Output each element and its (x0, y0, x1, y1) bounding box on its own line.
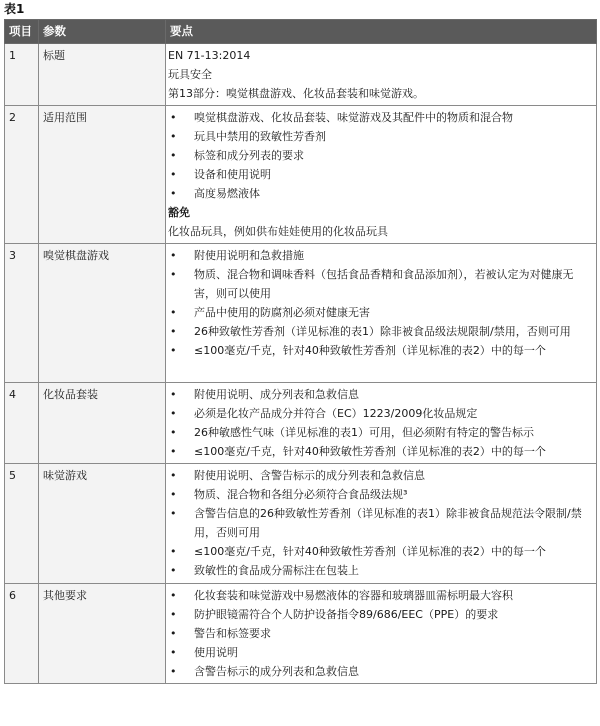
exemption-text: 化妆品玩具，例如供布娃娃使用的化妆品玩具 (168, 225, 388, 238)
header-points: 要点 (166, 20, 597, 44)
list-item: • ≤100毫克/千克，针对40种致敏性芳香剂（详见标准的表2）中的每一个 (168, 341, 592, 360)
bullet-icon: • (170, 407, 177, 420)
row-number: 1 (5, 44, 39, 106)
header-param: 参数 (39, 20, 166, 44)
row-points (166, 464, 597, 584)
bullet-icon: • (170, 306, 177, 319)
row-param: 适用范围 (39, 106, 166, 244)
bullet-icon: • (170, 187, 177, 200)
list-item: • 26种致敏性芳香剂（详见标准的表1）除非被食品级法规限制/禁用，否则可用 (168, 322, 592, 341)
bullet-icon: • (170, 445, 177, 458)
row-points (166, 106, 597, 244)
row-points (166, 44, 597, 106)
row-points (166, 584, 597, 684)
list-item: • 高度易燃液体 (168, 184, 592, 203)
bullet-icon: • (170, 249, 177, 262)
bullet-icon: • (170, 168, 177, 181)
bullet-icon: • (170, 469, 177, 482)
bullet-icon: • (170, 111, 177, 124)
list-item: • ≤100毫克/千克，针对40种致敏性芳香剂（详见标准的表2）中的每一个 (168, 442, 592, 461)
list-item: • 使用说明 (168, 643, 592, 662)
list-item: • 嗅觉棋盘游戏、化妆品套装、味觉游戏及其配件中的物质和混合物 (168, 108, 592, 127)
row-number: 2 (5, 106, 39, 244)
list-item: • 含警告信息的26种致敏性芳香剂（详见标准的表1）除非被食品规范法令限制/禁用，否则可用 (168, 504, 592, 542)
list-item: • 必须是化妆产品成分并符合（EC）1223/2009化妆品规定 (168, 404, 592, 423)
bullet-icon: • (170, 149, 177, 162)
list-item: • 产品中使用的防腐剂必须对健康无害 (168, 303, 592, 322)
list-item: • 致敏性的食品成分需标注在包装上 (168, 561, 592, 580)
table-header-row (5, 20, 597, 44)
row-param: 味觉游戏 (39, 464, 166, 584)
table-row (5, 584, 597, 684)
row-param: 其他要求 (39, 584, 166, 684)
bullet-icon: • (170, 627, 177, 640)
row-points (166, 244, 597, 383)
bullet-icon: • (170, 344, 177, 357)
row-number: 5 (5, 464, 39, 584)
list-item: • 化妆套装和味觉游戏中易燃液体的容器和玻璃器皿需标明最大容积 (168, 586, 592, 605)
bullet-icon: • (170, 130, 177, 143)
list-item: • 附使用说明、成分列表和急救信息 (168, 385, 592, 404)
table-row (5, 44, 597, 106)
list-item: • 玩具中禁用的致敏性芳香剂 (168, 127, 592, 146)
table-row (5, 464, 597, 584)
table-caption: 表1 (4, 2, 25, 16)
table-row (5, 244, 597, 383)
list-item: • 附使用说明、含警告标示的成分列表和急救信息 (168, 466, 592, 485)
standard-summary-table (4, 19, 597, 684)
row-number: 6 (5, 584, 39, 684)
list-item: • 含警告标示的成分列表和急救信息 (168, 662, 592, 681)
row-param: 嗅觉棋盘游戏 (39, 244, 166, 383)
list-item: • 设备和使用说明 (168, 165, 592, 184)
table-row (5, 383, 597, 464)
title-line: EN 71-13:2014 (168, 49, 251, 62)
bullet-icon: • (170, 564, 177, 577)
list-item: • 物质、混合物和调味香料（包括食品香精和食品添加剂），若被认定为对健康无害，则可以使用 (168, 265, 592, 303)
bullet-icon: • (170, 646, 177, 659)
bullet-icon: • (170, 488, 177, 501)
title-line: 第13部分：嗅觉棋盘游戏、化妆品套装和味觉游戏。 (168, 87, 424, 100)
row-points (166, 383, 597, 464)
list-item: • 物质、混合物和各组分必须符合食品级法规³ (168, 485, 592, 504)
row-number: 3 (5, 244, 39, 383)
row-param: 化妆品套装 (39, 383, 166, 464)
list-item: • 防护眼镜需符合个人防护设备指令89/686/EEC（PPE）的要求 (168, 605, 592, 624)
list-item: • ≤100毫克/千克，针对40种致敏性芳香剂（详见标准的表2）中的每一个 (168, 542, 592, 561)
bullet-icon: • (170, 507, 177, 520)
header-item: 项目 (5, 20, 39, 44)
bullet-icon: • (170, 665, 177, 678)
bullet-icon: • (170, 388, 177, 401)
exemption-heading: 豁免 (168, 206, 190, 219)
list-item: • 警告和标签要求 (168, 624, 592, 643)
row-param: 标题 (39, 44, 166, 106)
bullet-icon: • (170, 545, 177, 558)
list-item: • 标签和成分列表的要求 (168, 146, 592, 165)
list-item: • 附使用说明和急救措施 (168, 246, 592, 265)
bullet-icon: • (170, 268, 177, 281)
title-line: 玩具安全 (168, 68, 212, 81)
table-row (5, 106, 597, 244)
list-item: • 26种敏感性气味（详见标准的表1）可用，但必须附有特定的警告标示 (168, 423, 592, 442)
bullet-icon: • (170, 589, 177, 602)
bullet-icon: • (170, 426, 177, 439)
bullet-icon: • (170, 325, 177, 338)
bullet-icon: • (170, 608, 177, 621)
row-number: 4 (5, 383, 39, 464)
